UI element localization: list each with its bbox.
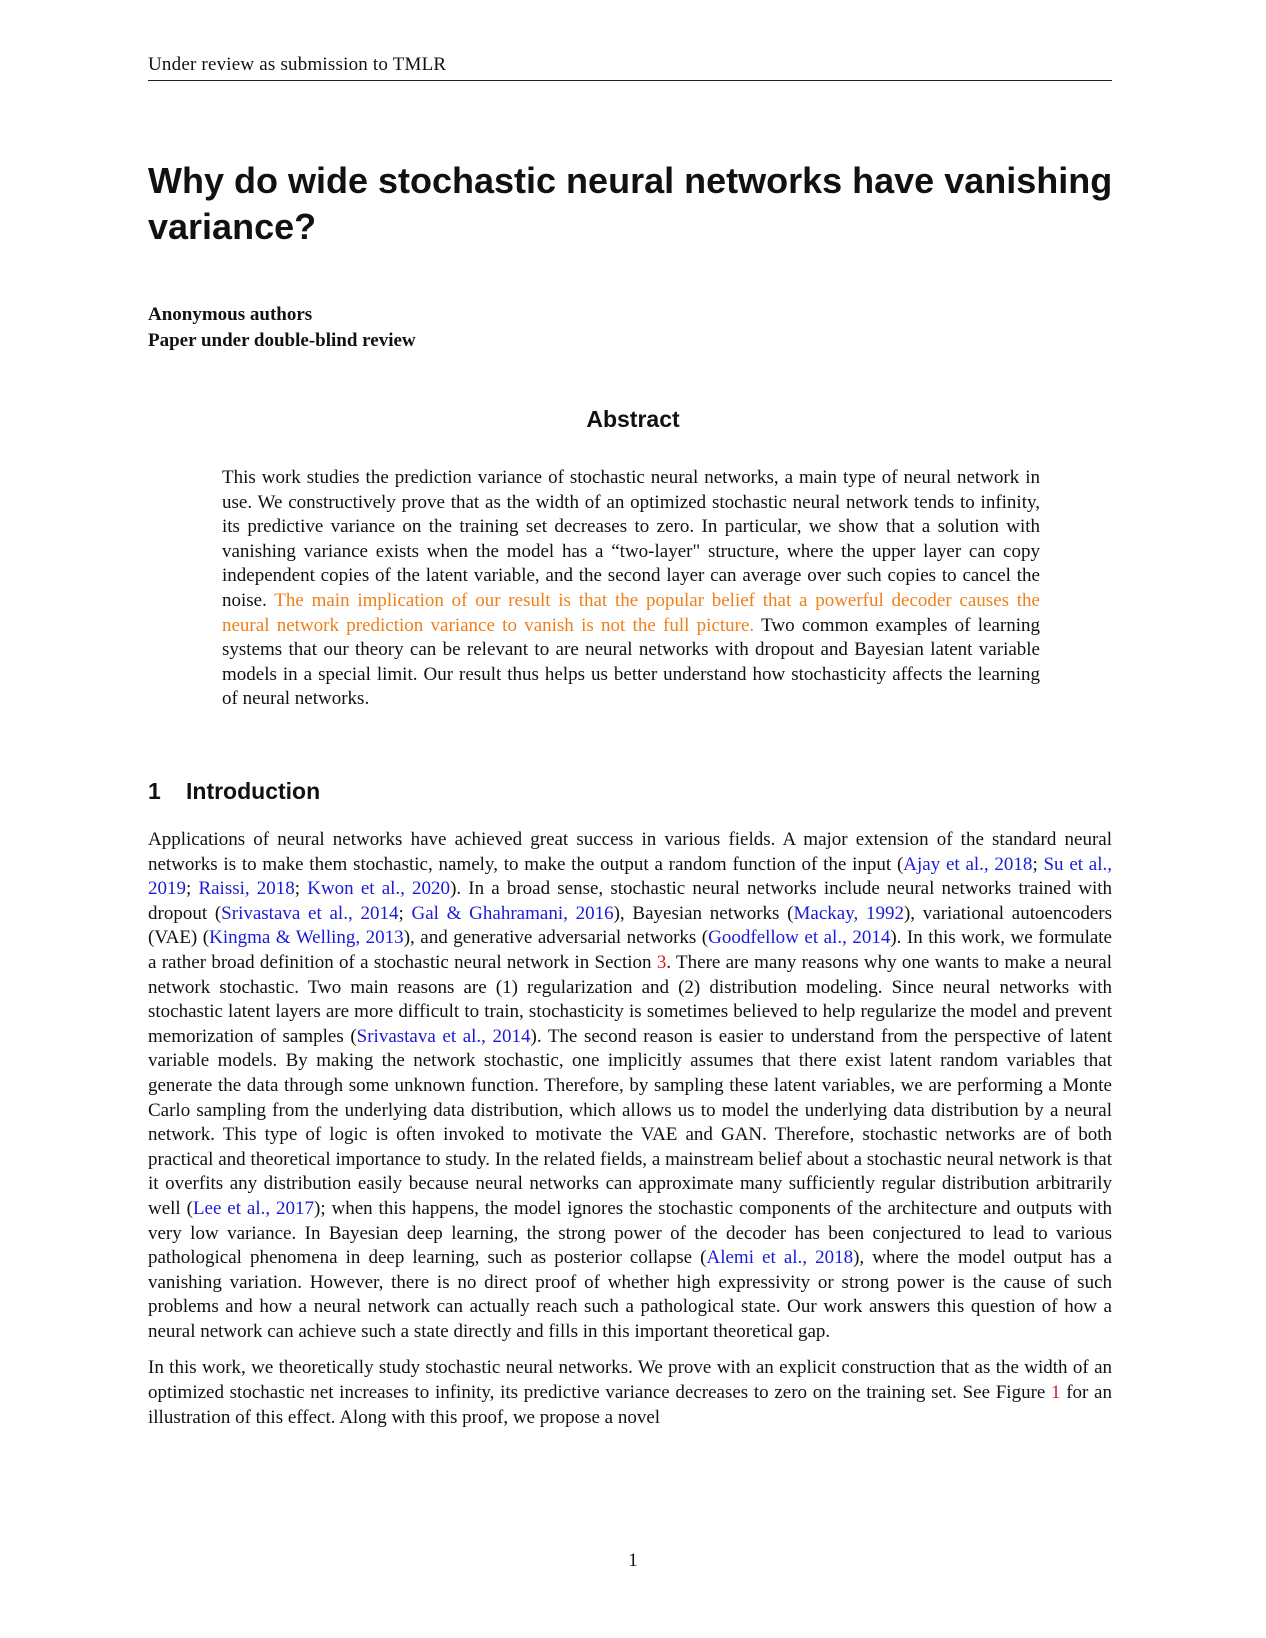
text-run: for an illustration of this effect. Along with this proof, we propose a novel bbox=[148, 1382, 1112, 1428]
citation-link[interactable]: Srivastava et al., 2014 bbox=[221, 902, 399, 924]
citation-link[interactable]: Ajay et al., 2018 bbox=[903, 853, 1033, 875]
citation-link[interactable]: Lee et al., 2017 bbox=[192, 1197, 314, 1219]
text-run: ), and generative adversarial networks ( bbox=[403, 927, 709, 949]
text-run: ), variational autoencoders (VAE) ( bbox=[148, 902, 1112, 949]
paper-title: Why do wide stochastic neural networks have vanishing variance? bbox=[148, 160, 1113, 247]
text-run: ); when this happens, the model ignores the stochastic components of the architecture and outputs with very low variance. In Bayesian deep learning, the strong power of the decoder has been conjectured to lead to various pathological phenomena in deep learning, such as posterior collapse ( bbox=[148, 1197, 1112, 1269]
abstract-text-part: Two common examples of learning systems that our theory can be relevant to are neural networks with dropout and Bayesian latent variable models in a special limit. Our result thus helps us better understand how stochasticity affects the learning of neural networks. bbox=[222, 614, 1040, 710]
text-run: ; bbox=[1032, 853, 1044, 875]
paragraph bbox=[148, 1356, 1112, 1430]
citation-link[interactable]: Goodfellow et al., 2014 bbox=[708, 927, 891, 949]
text-run: ). In this work, we formulate a rather broad definition of a stochastic neural network in Section bbox=[148, 927, 1112, 973]
page-number: 1 bbox=[628, 1550, 638, 1571]
text-run: ), where the model output has a vanishing variation. However, there is no direct proof of whether high expressivity or strong power is the cause of such problems and how a neural network can actually reach such a pathological state. Our work answers this question of how a neural network can achieve such a state directly and fills in this important theoretical gap. bbox=[148, 1247, 1112, 1342]
cross-reference-link[interactable]: 3 bbox=[656, 951, 667, 973]
authors-line: Anonymous authors bbox=[148, 304, 313, 325]
text-run: Applications of neural networks have achieved great success in various fields. A major extension of the standard neural networks is to make them stochastic, namely, to make the output a random function of the input ( bbox=[148, 829, 1112, 875]
text-run: ; bbox=[186, 878, 199, 900]
citation-link[interactable]: Kwon et al., 2020 bbox=[307, 878, 451, 900]
text-run: ). In a broad sense, stochastic neural networks include neural networks trained with dropout ( bbox=[148, 878, 1113, 924]
text-run: ), Bayesian networks ( bbox=[613, 902, 794, 924]
running-head: Under review as submission to TMLR bbox=[148, 54, 1112, 81]
citation-link[interactable]: Alemi et al., 2018 bbox=[706, 1247, 854, 1269]
text-run: ). The second reason is easier to understand from the perspective of latent variable models. By making the network stochastic, one implicitly assumes that there exist latent random variables that generate the data through some unknown function. Therefore, by sampling these latent variables, we are performing a Monte Carlo sampling from the underlying data distribution, which allows us to model the underlying data distribution by a neural network. This type of logic is often invoked to motivate the VAE and GAN. Therefore, stochastic networks are of both practical and theoretical importance to study. In the related fields, a mainstream belief about a stochastic neural network is that it overfits any distribution easily because neural networks can approximate many sufficiently regular distribution arbitrarily well ( bbox=[148, 1025, 1112, 1219]
citation-link[interactable]: Srivastava et al., 2014 bbox=[356, 1025, 531, 1047]
section-heading-introduction bbox=[148, 778, 320, 805]
text-run: . There are many reasons why one wants to make a neural network stochastic. Two main reasons are (1) regularization and (2) distribution modeling. Since neural networks with stochastic latent layers are more difficult to train, stochasticity is sometimes believed to help regularize the model and prevent memorization of samples ( bbox=[148, 951, 1112, 1047]
citation-link[interactable]: Su et al., 2019 bbox=[148, 853, 1113, 900]
paragraph bbox=[148, 828, 1112, 1344]
text-run: In this work, we theoretically study stochastic neural networks. We prove with an explicit construction that as the width of an optimized stochastic net increases to infinity, its predictive variance decreases to zero on the training set. See Figure bbox=[148, 1357, 1112, 1404]
abstract-text bbox=[222, 466, 1040, 712]
citation-link[interactable]: Mackay, 1992 bbox=[793, 902, 904, 924]
section-number: 1 bbox=[148, 778, 161, 804]
citation-link[interactable]: Raissi, 2018 bbox=[198, 878, 295, 900]
section-title: Introduction bbox=[186, 778, 321, 804]
introduction-body bbox=[148, 828, 1112, 1442]
text-run: ; bbox=[398, 902, 412, 924]
abstract-heading: Abstract bbox=[586, 406, 680, 432]
review-note: Paper under double-blind review bbox=[148, 330, 416, 351]
citation-link[interactable]: Gal & Ghahramani, 2016 bbox=[411, 902, 614, 924]
abstract-text-part: This work studies the prediction variance of stochastic neural networks, a main type of neural network in use. We constructively prove that as the width of an optimized stochastic neural network tends to infinity, its predictive variance on the training set decreases to zero. In particular, we show that a solution with vanishing variance exists when the model has a “two-layer" structure, where the upper layer can copy independent copies of the latent variable, and the second layer can average over such copies to cancel the noise. bbox=[222, 467, 1040, 611]
citation-link[interactable]: Kingma & Welling, 2013 bbox=[209, 927, 404, 949]
abstract-highlight: The main implication of our result is that the popular belief that a powerful decoder causes the neural network prediction variance to vanish is not the full picture. bbox=[222, 589, 1040, 636]
cross-reference-link[interactable]: 1 bbox=[1051, 1382, 1061, 1404]
text-run: ; bbox=[294, 878, 308, 900]
author-block bbox=[148, 302, 416, 354]
